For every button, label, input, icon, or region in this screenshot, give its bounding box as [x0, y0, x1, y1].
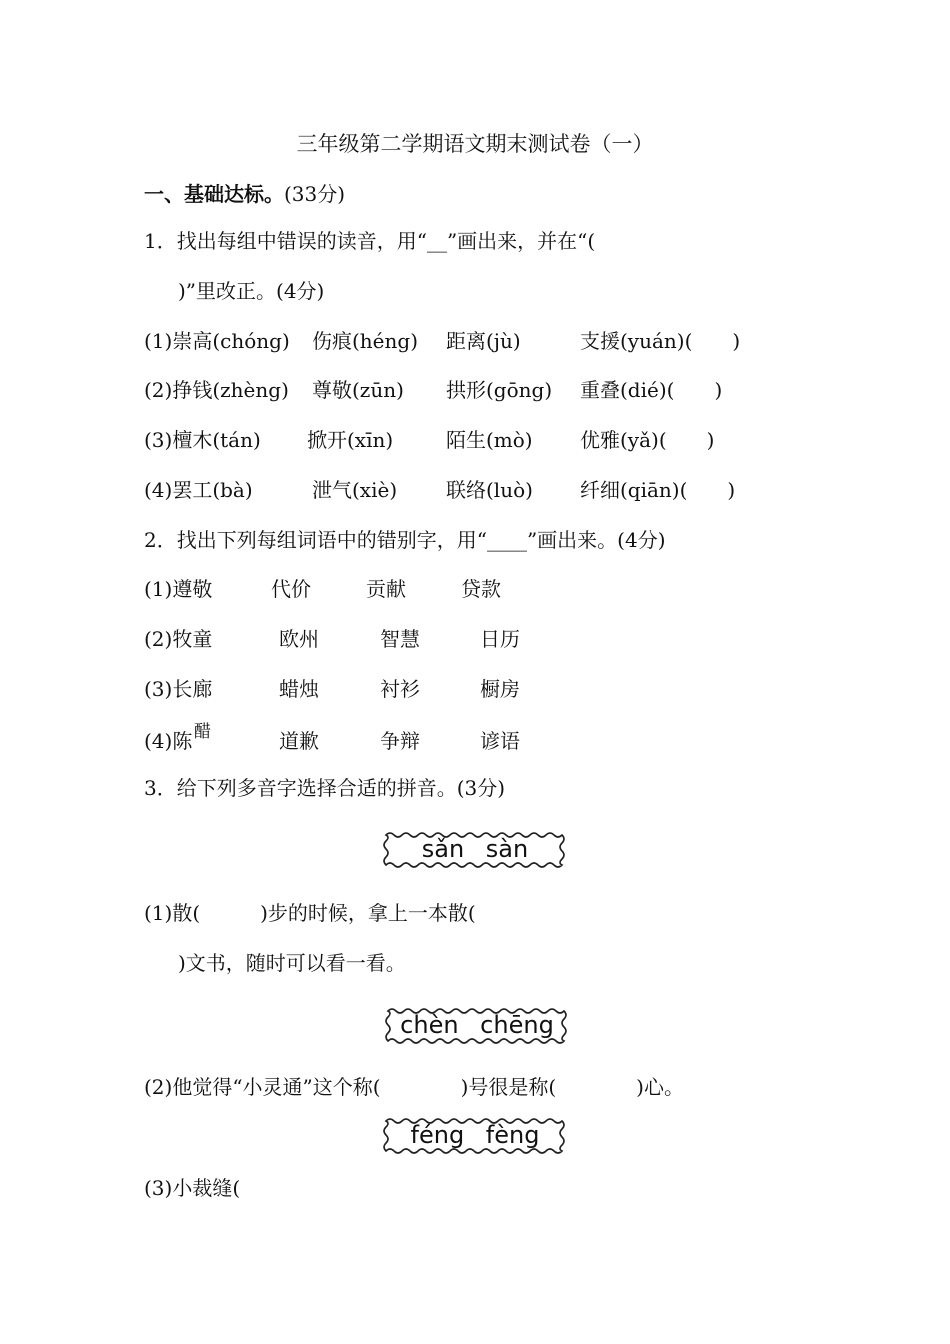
q1-row4-item1: (4)罢工(bà): [144, 478, 253, 502]
q2-row4-small-glyph: 醋: [194, 722, 211, 742]
q2-row2-item4: 日历: [480, 627, 520, 651]
q2-row4-item4: 谚语: [480, 729, 520, 753]
q1-row2-item1: (2)挣钱(zhèng): [144, 378, 289, 402]
q2-row2-item2: 欧州: [279, 627, 319, 651]
q1-row3-item2: 掀开(xīn): [307, 428, 394, 452]
q1-row3-item4: 优雅(yǎ)( ): [580, 428, 715, 452]
q1-row2-item2: 尊敬(zūn): [312, 378, 404, 402]
q1-row1-item3: 距离(jù): [446, 329, 521, 353]
q2-row1-item1: (1)遵敬: [144, 577, 213, 601]
pinyin-box-3-text: féng fèng: [410, 1121, 540, 1149]
q1-row4-item4: 纤细(qiān)( ): [580, 478, 736, 502]
q3-item1-line1: (1)散( )步的时候，拿上一本散(: [144, 901, 476, 925]
q1-instruction: 1．找出每组中错误的读音，用“__”画出来，并在“(: [144, 229, 596, 253]
q2-row3-item2: 蜡烛: [279, 677, 319, 701]
pinyin-box-1: [382, 830, 568, 868]
q1-row3-item3: 陌生(mò): [446, 428, 533, 452]
q2-row3-item3: 衬衫: [380, 677, 420, 701]
q2-row3-item4: 橱房: [480, 677, 520, 701]
q1-instruction-cont: )”里改正。(4分): [178, 279, 325, 303]
q3-item1-line2: )文书，随时可以看一看。: [178, 951, 406, 975]
q1-row2-item4: 重叠(dié)( ): [580, 378, 723, 402]
q2-row1-item4: 贷款: [461, 577, 501, 601]
q2-row4-item3: 争辩: [380, 729, 420, 753]
pinyin-box-1-text: sǎn sàn: [421, 835, 529, 863]
q2-row1-item2: 代价: [271, 577, 311, 601]
q1-row4-item2: 泄气(xiè): [312, 478, 398, 502]
pinyin-box-3: [382, 1116, 568, 1154]
q2-row2-item3: 智慧: [380, 627, 420, 651]
q1-row1-item1: (1)崇高(chóng): [144, 329, 290, 353]
q1-row1-item2: 伤痕(héng): [312, 329, 419, 353]
q1-row2-item3: 拱形(gōng): [446, 378, 553, 402]
page-title: 三年级第二学期语文期末测试卷（一）: [296, 132, 654, 156]
pinyin-box-2: [384, 1006, 570, 1044]
section-heading-text: 一、基础达标。: [144, 182, 284, 206]
q3-instruction: 3．给下列多音字选择合适的拼音。(3分): [144, 776, 506, 800]
q3-item2-line: (2)他觉得“小灵通”这个称( )号很是称( )心。: [144, 1075, 684, 1099]
q1-row1-item4: 支援(yuán)( ): [580, 329, 741, 353]
q2-row4-item2: 道歉: [279, 729, 319, 753]
q2-row4-item1: (4)陈: [144, 729, 193, 753]
q2-row1-item3: 贡献: [366, 577, 406, 601]
q1-row3-item1: (3)檀木(tán): [144, 428, 261, 452]
pinyin-box-2-text: chèn chēng: [400, 1011, 554, 1039]
section-heading: [144, 178, 345, 207]
section-score: (33分): [284, 182, 346, 206]
q1-row4-item3: 联络(luò): [446, 478, 533, 502]
q2-instruction: 2．找出下列每组词语中的错别字，用“____”画出来。(4分): [144, 528, 666, 552]
q2-row3-item1: (3)长廊: [144, 677, 213, 701]
q3-item3-line: (3)小裁缝(: [144, 1176, 241, 1200]
q2-row2-item1: (2)牧童: [144, 627, 213, 651]
